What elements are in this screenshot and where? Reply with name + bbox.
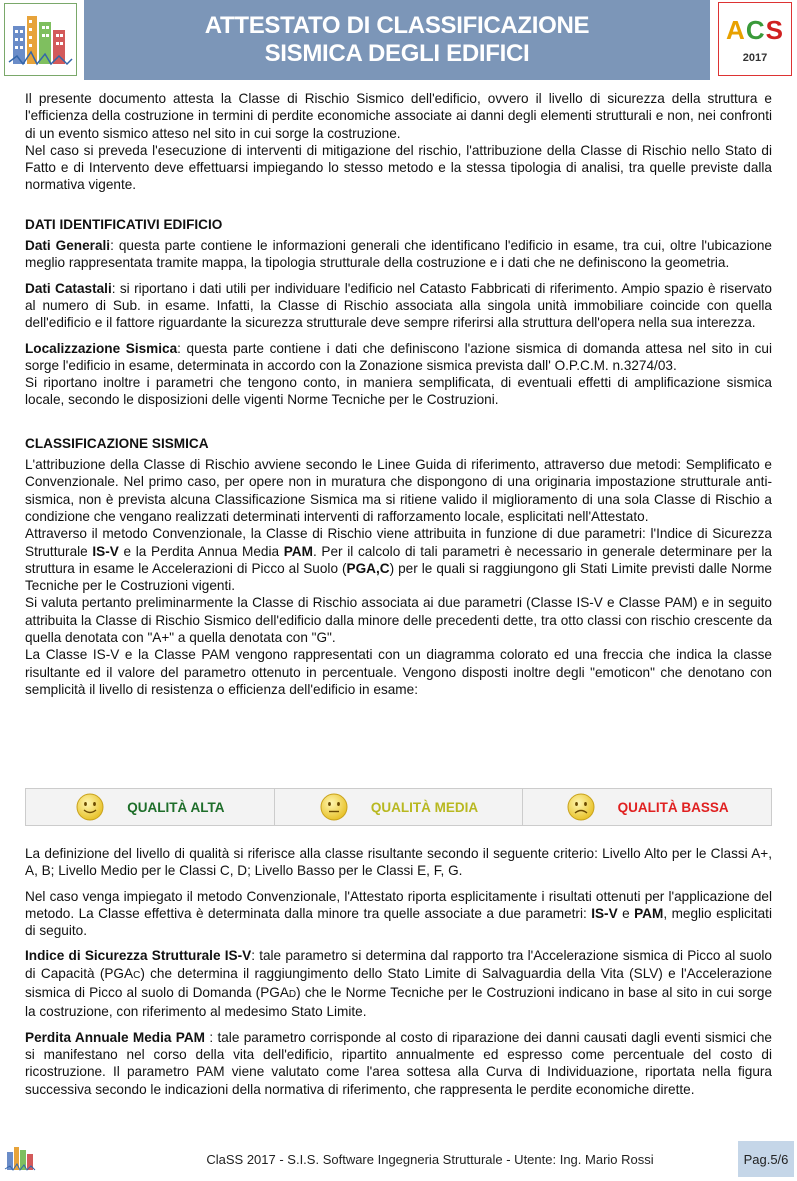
paragraph-dati-catastali: Dati Catastali: si riportano i dati utili per individuare l'edificio nel Catasto Fabbricati di riferimento. Ampio spazio è riservato al numero di Sub. in esame. Infatti, la Classe di Rischio associata alla singola unità immobiliare coincide con quella dell'edificio e il fattore riguardante la sicurezza strutturale deve sempre riferirsi alla struttura dell'opera nella sua interezza. bbox=[25, 280, 772, 331]
quality-medium-label: QUALITÀ MEDIA bbox=[370, 799, 479, 815]
quality-medium bbox=[275, 789, 524, 825]
paragraph-classificazione-1: L'attribuzione della Classe di Rischio avviene secondo le Linee Guida di riferimento, attraverso due metodi: Semplificato e Convenzionale. Nel primo caso, per opere non in muratura che dispongono di una originaria impostazione strutturale anti-sismica, non è prevista alcuna Classificazione Sismica ma si ritiene valido il miglioramento di una sola Classe di Rischio a condizione che vengano realizzati determinati interventi di rafforzamento locale, esplicitati nell'Attestato. bbox=[25, 457, 772, 524]
intro-paragraph-2: Nel caso si preveda l'esecuzione di interventi di mitigazione del rischio, l'attribuzione della Classe di Rischio nello Stato di Fatto e di Intervento deve effettuarsi impiegando lo stesso metodo e la stessa tipologia di analisi, tra quelle previste dalla normativa vigente. bbox=[25, 142, 772, 193]
title-line-2: SISMICA DEGLI EDIFICI bbox=[264, 40, 530, 67]
building-logo-icon bbox=[4, 3, 77, 76]
smile-sad-icon bbox=[566, 792, 596, 822]
acs-logo bbox=[718, 2, 792, 76]
paragraph-pam: Perdita Annuale Media PAM : tale parametro corrisponde al costo di riparazione dei danni causati dagli eventi sismici che si manifestano nel corso della vita dell'edificio, ripartito annualmente ed espresso come percentuale del costo di ricostruzione. Il parametro PAM viene valutato come l'area sottesa alla Curva di Individuazione, riportata nella figura successiva secondo le indicazioni della normativa di riferimento, che rappresenta le perdite economiche dirette. bbox=[25, 1029, 772, 1097]
document-body bbox=[25, 90, 772, 698]
page-header bbox=[0, 0, 797, 80]
acs-logo-letters: ACS bbox=[726, 15, 784, 45]
paragraph-localizzazione-2: Si riportano inoltre i parametri che tengono conto, in maniera semplificata, di eventuali effetti di amplificazione sismica locale, secondo le disposizioni delle vigenti Norme Tecniche per le Costruzioni. bbox=[25, 375, 772, 408]
paragraph-localizzazione: Localizzazione Sismica: questa parte contiene i dati che definiscono l'azione sismica di domanda attesa nel sito in cui sorge l'edificio in esame, determinata in accordo con la Zonazione sismica prevista dall' O.P.C.M. n.3274/03. bbox=[25, 340, 772, 373]
building-logo-small-icon bbox=[4, 1142, 38, 1174]
quality-legend bbox=[25, 788, 772, 826]
document-body-lower bbox=[25, 845, 772, 1098]
document-title bbox=[84, 0, 710, 80]
paragraph-classificazione-2: Attraverso il metodo Convenzionale, la Classe di Rischio viene attribuita in funzione di due parametri: l'Indice di Sicurezza Strutturale IS-V e la Perdita Annua Media PAM. Per il calcolo di tali parametri è necessario in generale determinare per la struttura in esame le Accelerazioni di Picco al Suolo (PGA,C) per le quali si raggiungono gli Stati Limite previsti dalle Norme Tecniche per le Costruzioni vigenti. bbox=[25, 526, 772, 594]
paragraph-metodo-convenzionale: Nel caso venga impiegato il metodo Convenzionale, l'Attestato riporta esplicitamente i risultati ottenuti per l'applicazione del metodo. La Classe effettiva è determinata dalla minore tra quelle associate a due parametri: IS-V e PAM, meglio esplicitati di seguito. bbox=[25, 888, 772, 939]
title-line-1: ATTESTATO DI CLASSIFICAZIONE bbox=[204, 12, 590, 39]
quality-high bbox=[26, 789, 275, 825]
paragraph-dati-generali: Dati Generali: questa parte contiene le informazioni generali che identificano l'edificio in esame, tra cui, oltre l'ubicazione meglio rappresentata tramite mappa, la tipologia strutturale della costruzione e i dati che ne definiscono la geometria. bbox=[25, 238, 772, 271]
paragraph-livello-qualita: La definizione del livello di qualità si riferisce alla classe risultante secondo il seguente criterio: Livello Alto per le Classi A+, A, B; Livello Medio per le Classi C, D; Livello Basso per le Classi E, F, G. bbox=[25, 846, 772, 879]
acs-logo-year: 2017 bbox=[742, 52, 768, 64]
intro-paragraph-1: Il presente documento attesta la Classe di Rischio Sismico dell'edificio, ovvero il livello di sicurezza della struttura e l'efficienza della costruzione in termini di perdite economiche associate ai danni degli elementi strutturali e non, nei confronti di un evento sismico atteso nel sito in cui sorge la costruzione. bbox=[25, 91, 772, 141]
smile-neutral-icon bbox=[319, 792, 349, 822]
page-footer bbox=[0, 1137, 797, 1181]
section-heading-classificazione: CLASSIFICAZIONE SISMICA bbox=[25, 435, 209, 451]
paragraph-classificazione-3: Si valuta pertanto preliminarmente la Classe di Rischio associata ai due parametri (Classe IS-V e Classe PAM) e in seguito attribuita la Classe di Rischio Sismico dell'edificio dalla minore delle precedenti dette, tra otto classi con rischio crescente da quella denotata con "A+" a quella denotata con "G". bbox=[25, 595, 772, 646]
quality-high-label: QUALITÀ ALTA bbox=[127, 799, 225, 815]
paragraph-isv: Indice di Sicurezza Strutturale IS-V: tale parametro si determina dal rapporto tra l'Accelerazione sismica di Picco al suolo di Capacità (PGAC) che determina il raggiungimento dello Stato Limite di Salvaguardia della Vita (SLV) e l'Accelerazione sismica di Picco al suolo di Domanda (PGAD) che le Norme Tecniche per le Costruzioni indicano in base al sito in cui sorge la costruzione, con riferimento al medesimo Stato Limite. bbox=[25, 948, 772, 1020]
quality-low bbox=[523, 789, 771, 825]
section-heading-dati: DATI IDENTIFICATIVI EDIFICIO bbox=[25, 216, 223, 232]
paragraph-classificazione-4: La Classe IS-V e la Classe PAM vengono rappresentati con un diagramma colorato ed una freccia che indica la classe risultante ed il valore del parametro ottenuto in percentuale. Vengono disposti inoltre degli "emoticon" che denotano con semplicità il livello di resistenza o efficienza dell'edificio in esame: bbox=[25, 647, 772, 697]
smile-happy-icon bbox=[75, 792, 105, 822]
quality-low-label: QUALITÀ BASSA bbox=[617, 799, 729, 815]
page-number: Pag.5/6 bbox=[738, 1141, 794, 1177]
footer-credits: ClaSS 2017 - S.I.S. Software Ingegneria Strutturale - Utente: Ing. Mario Rossi bbox=[206, 1152, 654, 1167]
